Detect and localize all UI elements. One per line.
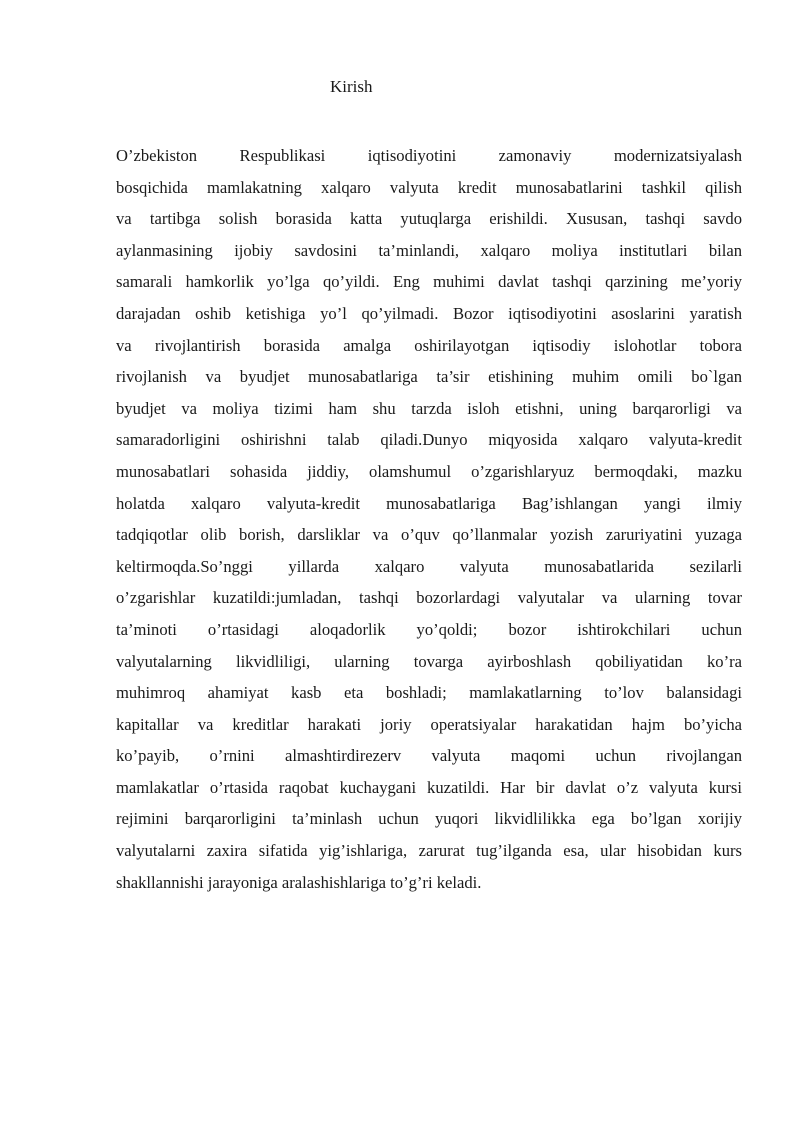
text-line: keltirmoqda.So’nggi yillarda xalqaro valyuta munosabatlarida sezilarli: [116, 556, 742, 576]
text-line: o’zgarishlar kuzatildi:jumladan, tashqi bozorlardagi valyutalar va ularning tovar: [116, 588, 742, 608]
text-line: rivojlanish va byudjet munosabatlariga ta’sir etishining muhim omili bo`lgan: [116, 367, 742, 387]
text-line: samaradorligini oshirishni talab qiladi.Dunyo miqyosida xalqaro valyuta-kredit: [116, 430, 742, 450]
text-line: holatda xalqaro valyuta-kredit munosabatlariga Bag’ishlangan yangi ilmiy: [116, 493, 742, 513]
text-line: munosabatlari sohasida jiddiy, olamshumul o’zgarishlaryuz bermoqdaki, mazku: [116, 461, 742, 481]
text-line: valyutalarni zaxira sifatida yig’ishlariga, zarurat tug’ilganda esa, ular hisobidan kurs: [116, 841, 742, 861]
section-title: Kirish: [330, 77, 373, 96]
text-line: va tartibga solish borasida katta yutuqlarga erishildi. Xususan, tashqi savdo: [116, 209, 742, 229]
text-line: mamlakatlar o’rtasida raqobat kuchaygani kuzatildi. Har bir davlat o’z valyuta kursi: [116, 777, 742, 797]
text-line: tadqiqotlar olib borish, darsliklar va o’quv qo’llanmalar yozish zaruriyatini yuzaga: [116, 525, 742, 545]
text-line: bosqichida mamlakatning xalqaro valyuta kredit munosabatlarini tashkil qilish: [116, 177, 742, 197]
text-line: muhimroq ahamiyat kasb eta boshladi; mamlakatlarning to’lov balansidagi: [116, 683, 742, 703]
text-line: kapitallar va kreditlar harakati joriy operatsiyalar harakatidan hajm bo’yicha: [116, 714, 742, 734]
text-line: ta’minoti o’rtasidagi aloqadorlik yo’qoldi; bozor ishtirokchilari uchun: [116, 619, 742, 639]
text-line: darajadan oshib ketishiga yo’l qo’yilmadi. Bozor iqtisodiyotini asoslarini yaratish: [116, 303, 742, 323]
text-line: O’zbekiston Respublikasi iqtisodiyotini zamonaviy modernizatsiyalash: [116, 146, 742, 165]
body-paragraph: [116, 140, 742, 898]
text-line: byudjet va moliya tizimi ham shu tarzda isloh etishni, uning barqarorligi va: [116, 398, 742, 418]
text-line: valyutalarning likvidliligi, ularning tovarga ayirboshlash qobiliyatidan ko’ra: [116, 651, 742, 671]
text-line: ko’payib, o’rnini almashtirdirezerv valyuta maqomi uchun rivojlangan: [116, 746, 742, 766]
text-line: va rivojlantirish borasida amalga oshirilayotgan iqtisodiy islohotlar tobora: [116, 335, 742, 355]
text-line: shakllannishi jarayoniga aralashishlariga to’g’ri keladi.: [116, 872, 482, 892]
text-line: samarali hamkorlik yo’lga qo’yildi. Eng muhimi davlat tashqi qarzining me’yoriy: [116, 272, 742, 292]
text-line: rejimini barqarorligini ta’minlash uchun yuqori likvidlilikka ega bo’lgan xorijiy: [116, 809, 742, 829]
text-line: aylanmasining ijobiy savdosini ta’minlandi, xalqaro moliya institutlari bilan: [116, 240, 742, 260]
